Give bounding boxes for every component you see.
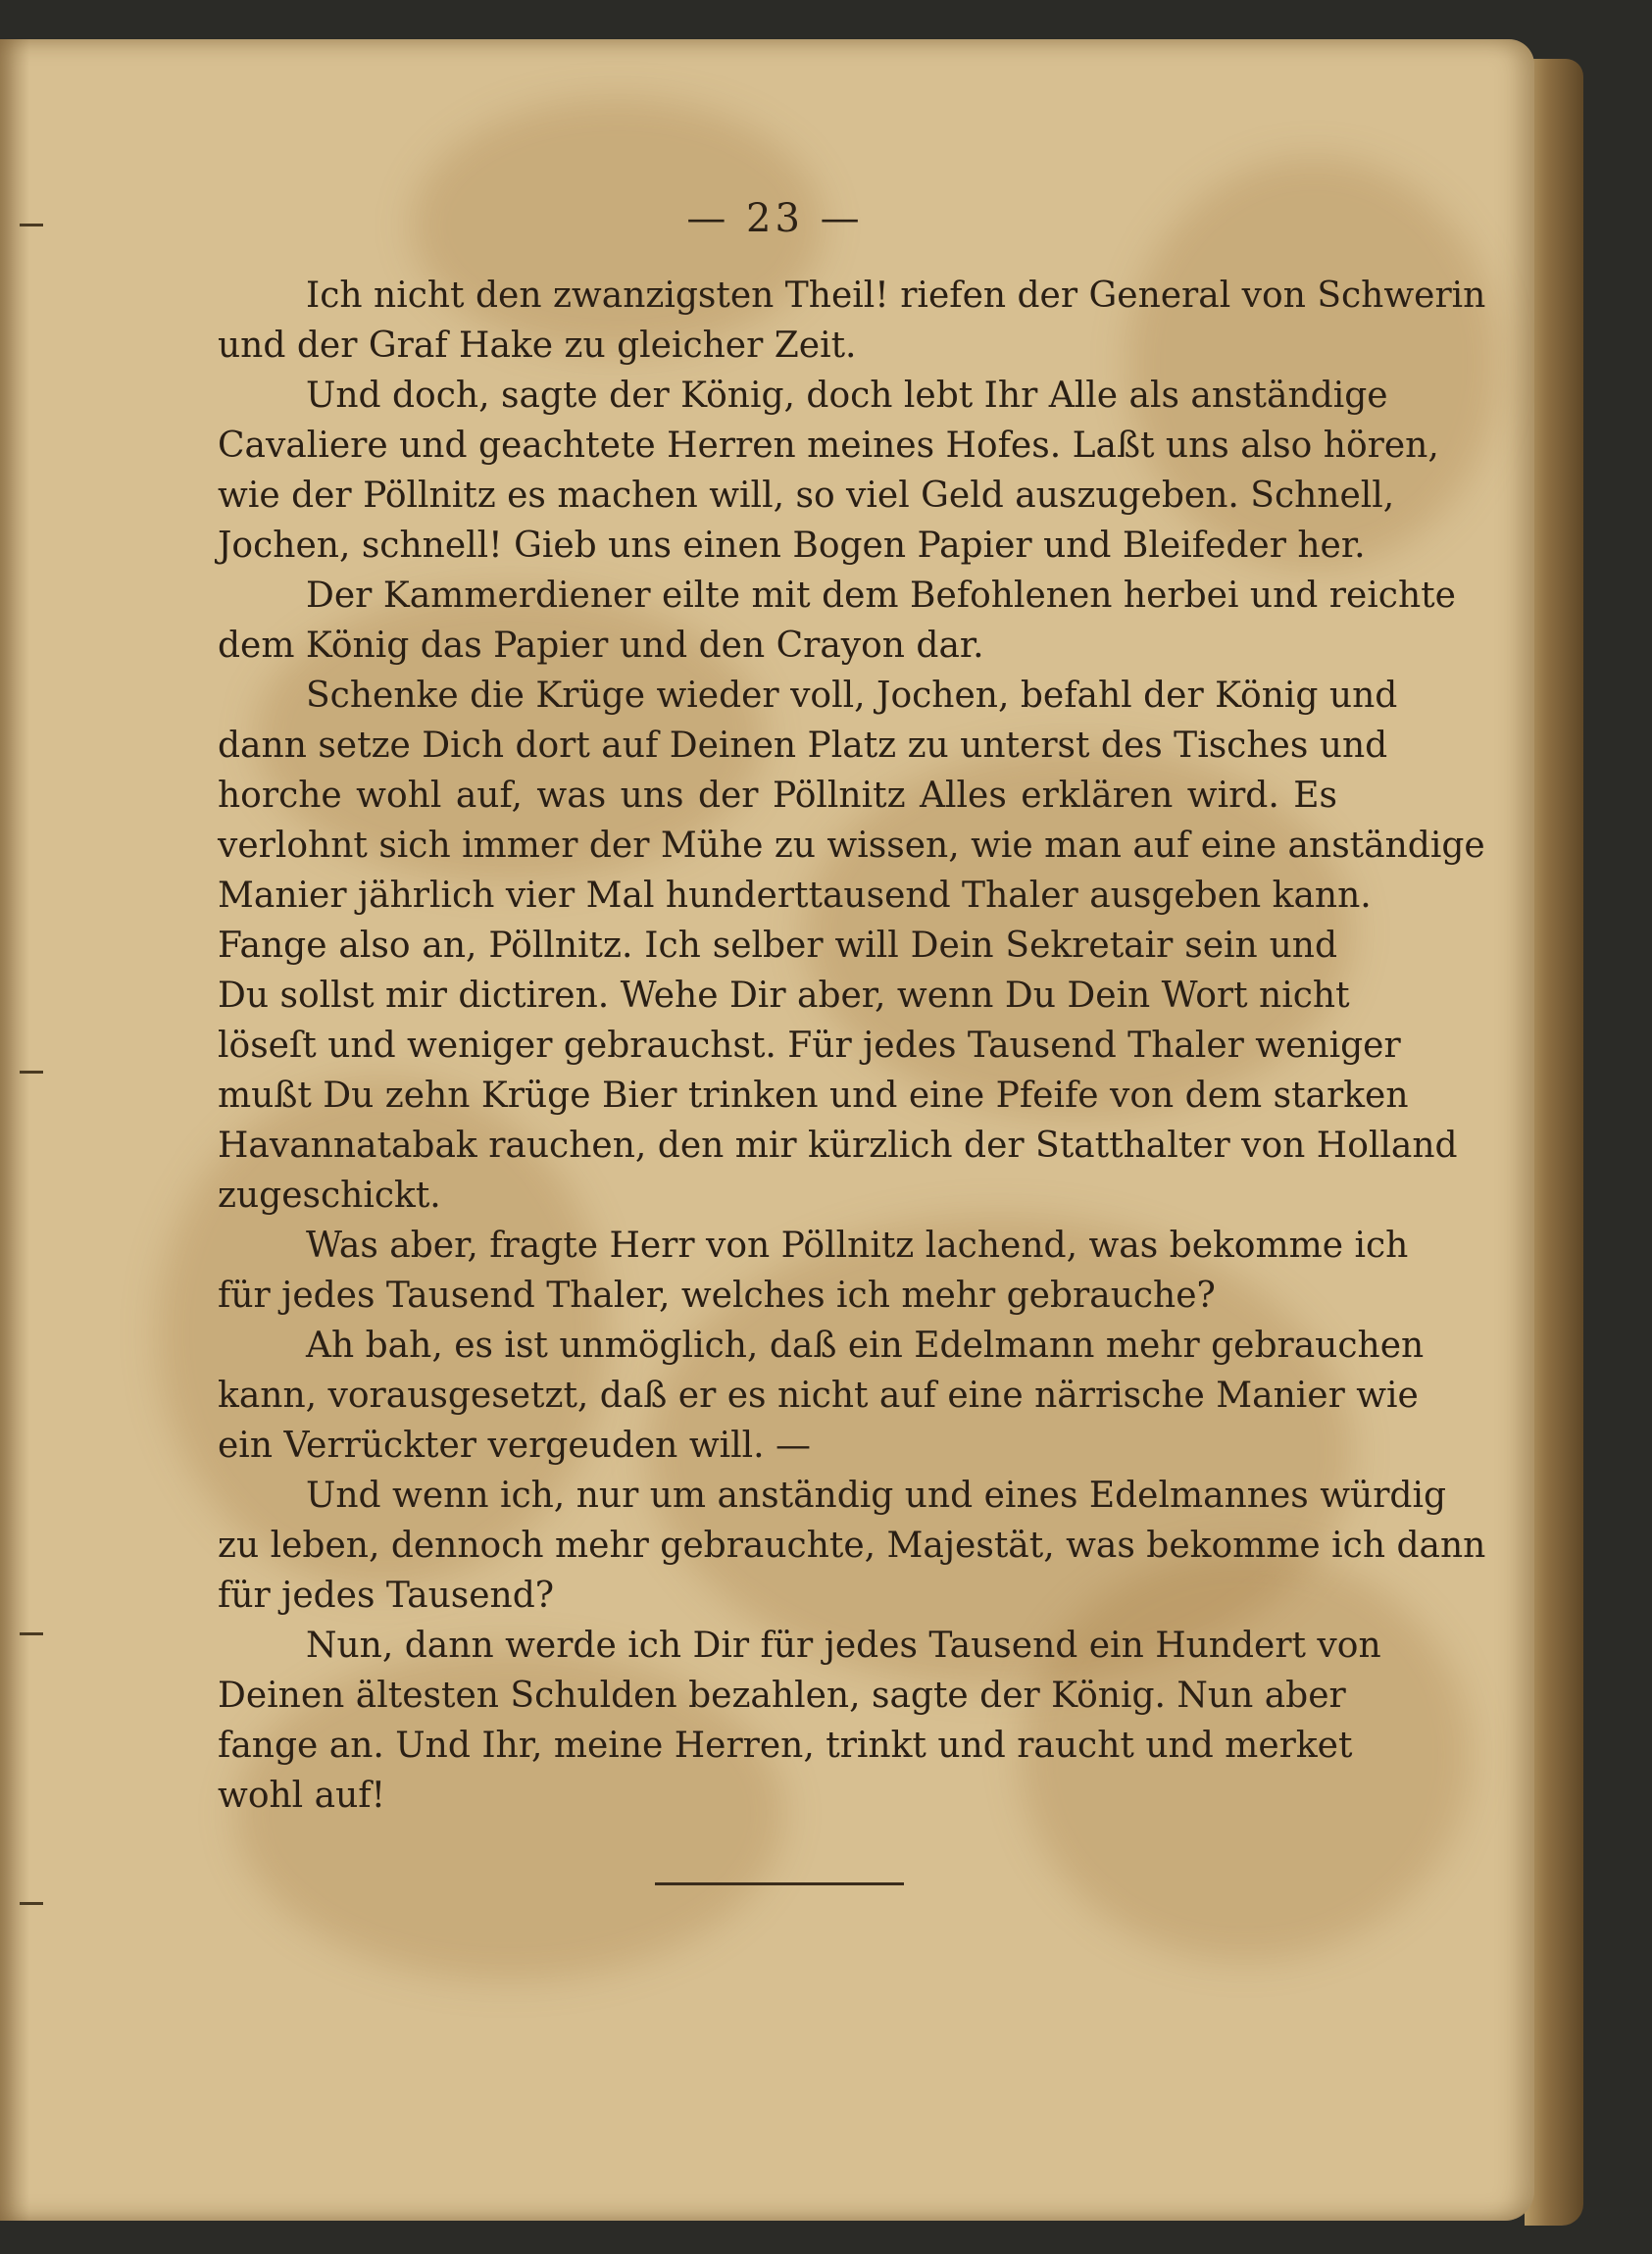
text-line: Und wenn ich, nur um anständig und eines Edelmannes würdig bbox=[306, 1476, 1447, 1516]
text-line: Havannatabak rauchen, den mir kürzlich der Statthalter von Holland bbox=[218, 1126, 1458, 1166]
text-line: Und doch, sagte der König, doch lebt Ihr Alle als anständige bbox=[306, 376, 1388, 416]
book-page bbox=[0, 39, 1534, 2221]
text-line: Deinen ältesten Schulden bezahlen, sagte der König. Nun aber bbox=[218, 1676, 1346, 1716]
text-line: dann setze Dich dort auf Deinen Platz zu unterst des Tisches und bbox=[218, 726, 1388, 766]
text-line: Schenke die Krüge wieder voll, Jochen, befahl der König und bbox=[306, 676, 1398, 716]
end-rule bbox=[655, 1882, 904, 1885]
text-line: für jedes Tausend? bbox=[218, 1576, 555, 1616]
text-line: wie der Pöllnitz es machen will, so viel Geld auszugeben. Schnell, bbox=[218, 476, 1395, 516]
text-line: löseſt und weniger gebrauchst. Für jedes Tausend Thaler weniger bbox=[218, 1026, 1401, 1066]
text-line: Jochen, schnell! Gieb uns einen Bogen Papier und Bleifeder her. bbox=[218, 526, 1366, 566]
text-line: Ah bah, es ist unmöglich, daß ein Edelmann mehr gebrauchen bbox=[306, 1326, 1425, 1366]
text-line: horche wohl auf, was uns der Pöllnitz Alles erklären wird. Es bbox=[218, 776, 1337, 816]
margin-mark bbox=[20, 1071, 43, 1074]
text-line: Der Kammerdiener eilte mit dem Befohlenen herbei und reichte bbox=[306, 576, 1456, 616]
text-line: wohl auf! bbox=[218, 1776, 386, 1816]
margin-mark bbox=[20, 1902, 43, 1905]
text-line: Nun, dann werde ich Dir für jedes Tausend ein Hundert von bbox=[306, 1626, 1381, 1666]
text-line: Was aber, fragte Herr von Pöllnitz lachend, was bekomme ich bbox=[306, 1226, 1409, 1266]
text-line: Manier jährlich vier Mal hunderttausend Thaler ausgeben kann. bbox=[218, 876, 1372, 916]
text-line: Ich nicht den zwanzigsten Theil! riefen der General von Schwerin bbox=[306, 275, 1486, 316]
text-line: zu leben, dennoch mehr gebrauchte, Majestät, was bekomme ich dann bbox=[218, 1526, 1486, 1566]
text-line: ein Verrückter vergeuden will. — bbox=[218, 1426, 812, 1466]
text-line: dem König das Papier und den Crayon dar. bbox=[218, 626, 984, 666]
text-line: für jedes Tausend Thaler, welches ich mehr gebrauche? bbox=[218, 1276, 1216, 1316]
text-line: verlohnt sich immer der Mühe zu wissen, wie man auf eine anständige bbox=[218, 826, 1485, 866]
text-line: Du sollst mir dictiren. Wehe Dir aber, wenn Du Dein Wort nicht bbox=[218, 976, 1350, 1016]
text-line: kann, vorausgesetzt, daß er es nicht auf eine närrische Manier wie bbox=[218, 1376, 1419, 1416]
text-line: mußt Du zehn Krüge Bier trinken und eine Pfeife von dem starken bbox=[218, 1076, 1409, 1116]
text-line: und der Graf Hake zu gleicher Zeit. bbox=[218, 326, 857, 366]
page-number: — 23 — bbox=[686, 196, 864, 241]
text-line: fange an. Und Ihr, meine Herren, trinkt und raucht und merket bbox=[218, 1726, 1353, 1766]
margin-mark bbox=[20, 1632, 43, 1635]
text-line: Fange also an, Pöllnitz. Ich selber will Dein Sekretair sein und bbox=[218, 926, 1337, 966]
text-line: Cavaliere und geachtete Herren meines Hofes. Laßt uns also hören, bbox=[218, 426, 1439, 466]
binding-shadow bbox=[0, 39, 29, 2221]
text-line: zugeschickt. bbox=[218, 1176, 441, 1216]
body-text bbox=[218, 271, 1486, 1821]
